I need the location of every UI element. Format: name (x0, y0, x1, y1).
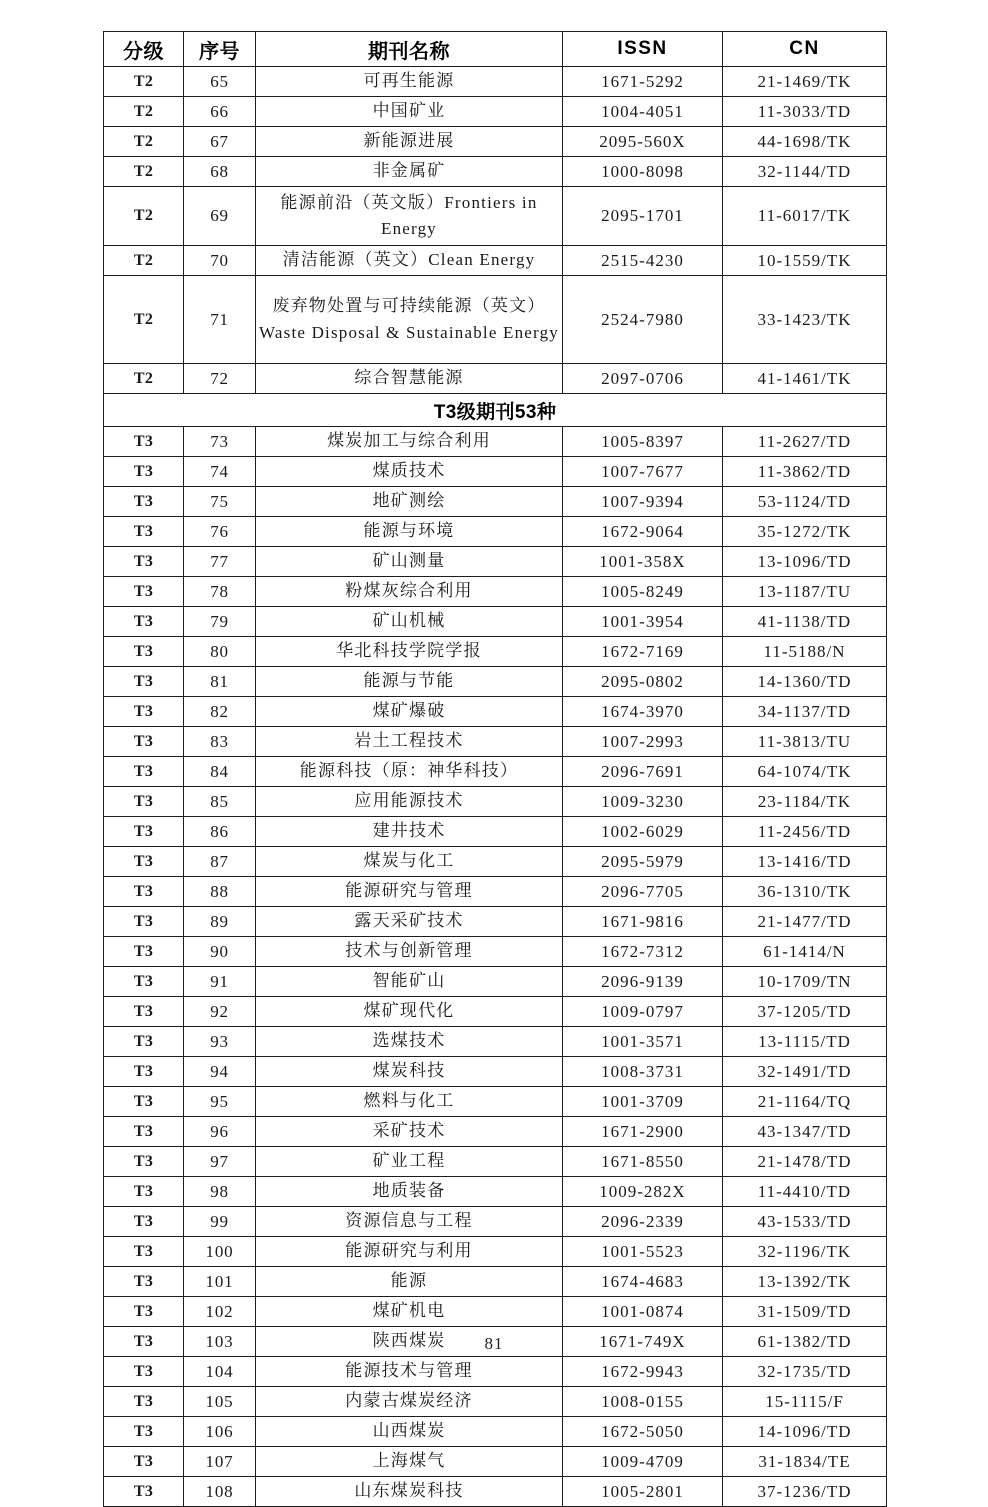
cell-sequence: 74 (184, 457, 256, 487)
cell-journal-name: 煤质技术 (256, 457, 563, 487)
cell-journal-name: 能源与环境 (256, 517, 563, 547)
cell-sequence: 82 (184, 697, 256, 727)
cell-grade: T3 (104, 457, 184, 487)
cell-cn: 23-1184/TK (723, 787, 887, 817)
table-row (104, 487, 887, 517)
cell-cn: 14-1360/TD (723, 667, 887, 697)
table-row (104, 607, 887, 637)
table-row (104, 1237, 887, 1267)
cell-sequence: 72 (184, 364, 256, 394)
cell-journal-name: 内蒙古煤炭经济 (256, 1387, 563, 1417)
cell-journal-name: 能源研究与利用 (256, 1237, 563, 1267)
cell-journal-name: 岩土工程技术 (256, 727, 563, 757)
cell-journal-name: 矿山机械 (256, 607, 563, 637)
cell-grade: T3 (104, 637, 184, 667)
cell-cn: 31-1834/TE (723, 1447, 887, 1477)
column-header-grade: 分级 (104, 32, 184, 67)
cell-journal-name: 地矿测绘 (256, 487, 563, 517)
cell-sequence: 95 (184, 1087, 256, 1117)
cell-journal-name: 应用能源技术 (256, 787, 563, 817)
cell-grade: T3 (104, 1297, 184, 1327)
cell-cn: 13-1096/TD (723, 547, 887, 577)
cell-issn: 1671-8550 (563, 1147, 723, 1177)
cell-grade: T3 (104, 1267, 184, 1297)
cell-sequence: 80 (184, 637, 256, 667)
cell-grade: T3 (104, 1147, 184, 1177)
cell-sequence: 105 (184, 1387, 256, 1417)
cell-sequence: 77 (184, 547, 256, 577)
cell-sequence: 85 (184, 787, 256, 817)
cell-grade: T3 (104, 427, 184, 457)
cell-issn: 1007-7677 (563, 457, 723, 487)
cell-cn: 21-1469/TK (723, 67, 887, 97)
cell-sequence: 92 (184, 997, 256, 1027)
cell-journal-name: 燃料与化工 (256, 1087, 563, 1117)
cell-grade: T3 (104, 817, 184, 847)
cell-journal-name: 采矿技术 (256, 1117, 563, 1147)
column-header-name: 期刊名称 (256, 32, 563, 67)
cell-grade: T3 (104, 607, 184, 637)
cell-grade: T3 (104, 1447, 184, 1477)
cell-sequence: 107 (184, 1447, 256, 1477)
cell-journal-name: 上海煤气 (256, 1447, 563, 1477)
cell-issn: 1009-282X (563, 1177, 723, 1207)
cell-grade: T2 (104, 276, 184, 364)
cell-issn: 1002-6029 (563, 817, 723, 847)
cell-journal-name: 能源与节能 (256, 667, 563, 697)
cell-grade: T3 (104, 1057, 184, 1087)
cell-journal-name: 资源信息与工程 (256, 1207, 563, 1237)
cell-issn: 1671-9816 (563, 907, 723, 937)
table-row (104, 97, 887, 127)
cell-sequence: 65 (184, 67, 256, 97)
cell-issn: 2097-0706 (563, 364, 723, 394)
cell-issn: 1674-4683 (563, 1267, 723, 1297)
cell-cn: 31-1509/TD (723, 1297, 887, 1327)
cell-cn: 35-1272/TK (723, 517, 887, 547)
column-header-cn: CN (723, 32, 887, 67)
page-number: 81 (484, 1334, 504, 1353)
table-row (104, 1207, 887, 1237)
cell-journal-name: 非金属矿 (256, 157, 563, 187)
table-row (104, 1147, 887, 1177)
cell-issn: 1005-8249 (563, 577, 723, 607)
cell-grade: T2 (104, 187, 184, 246)
cell-issn: 2096-9139 (563, 967, 723, 997)
cell-grade: T3 (104, 667, 184, 697)
table-row (104, 1387, 887, 1417)
cell-sequence: 86 (184, 817, 256, 847)
cell-journal-name: 煤炭加工与综合利用 (256, 427, 563, 457)
table-row (104, 937, 887, 967)
cell-issn: 1672-9064 (563, 517, 723, 547)
cell-grade: T3 (104, 697, 184, 727)
cell-cn: 11-2627/TD (723, 427, 887, 457)
cell-sequence: 79 (184, 607, 256, 637)
cell-journal-name: 矿山测量 (256, 547, 563, 577)
cell-journal-name: 中国矿业 (256, 97, 563, 127)
table-row (104, 547, 887, 577)
cell-grade: T3 (104, 997, 184, 1027)
cell-grade: T3 (104, 577, 184, 607)
cell-issn: 2096-7691 (563, 757, 723, 787)
table-row (104, 847, 887, 877)
cell-sequence: 81 (184, 667, 256, 697)
table-row (104, 997, 887, 1027)
cell-journal-name: 露天采矿技术 (256, 907, 563, 937)
cell-sequence: 66 (184, 97, 256, 127)
cell-grade: T3 (104, 517, 184, 547)
cell-issn: 1672-7312 (563, 937, 723, 967)
cell-cn: 44-1698/TK (723, 127, 887, 157)
cell-issn: 1001-358X (563, 547, 723, 577)
cell-sequence: 71 (184, 276, 256, 364)
cell-issn: 2515-4230 (563, 246, 723, 276)
cell-grade: T3 (104, 1027, 184, 1057)
cell-journal-name: 建井技术 (256, 817, 563, 847)
table-row (104, 1297, 887, 1327)
cell-sequence: 99 (184, 1207, 256, 1237)
cell-issn: 1671-5292 (563, 67, 723, 97)
table-row (104, 1447, 887, 1477)
cell-journal-name: 能源技术与管理 (256, 1357, 563, 1387)
cell-issn: 2095-560X (563, 127, 723, 157)
cell-issn: 2095-1701 (563, 187, 723, 246)
cell-grade: T3 (104, 1327, 184, 1357)
cell-sequence: 93 (184, 1027, 256, 1057)
cell-cn: 37-1236/TD (723, 1477, 887, 1507)
table-row (104, 246, 887, 276)
cell-cn: 64-1074/TK (723, 757, 887, 787)
cell-issn: 1009-0797 (563, 997, 723, 1027)
cell-journal-name: 废弃物处置与可持续能源（英文）Waste Disposal & Sustainable Energy (256, 276, 563, 364)
cell-grade: T2 (104, 157, 184, 187)
cell-sequence: 73 (184, 427, 256, 457)
cell-journal-name: 煤矿机电 (256, 1297, 563, 1327)
cell-issn: 1009-4709 (563, 1447, 723, 1477)
cell-cn: 53-1124/TD (723, 487, 887, 517)
cell-journal-name: 新能源进展 (256, 127, 563, 157)
table-row (104, 187, 887, 246)
cell-issn: 1005-8397 (563, 427, 723, 457)
cell-cn: 37-1205/TD (723, 997, 887, 1027)
table-row (104, 517, 887, 547)
table-row (104, 637, 887, 667)
cell-issn: 1672-9943 (563, 1357, 723, 1387)
cell-sequence: 100 (184, 1237, 256, 1267)
cell-cn: 61-1414/N (723, 937, 887, 967)
cell-sequence: 104 (184, 1357, 256, 1387)
cell-sequence: 102 (184, 1297, 256, 1327)
cell-cn: 15-1115/F (723, 1387, 887, 1417)
cell-issn: 1001-3954 (563, 607, 723, 637)
table-row (104, 877, 887, 907)
table-row (104, 127, 887, 157)
cell-journal-name: 可再生能源 (256, 67, 563, 97)
cell-cn: 13-1392/TK (723, 1267, 887, 1297)
cell-cn: 36-1310/TK (723, 877, 887, 907)
cell-cn: 34-1137/TD (723, 697, 887, 727)
cell-grade: T3 (104, 1117, 184, 1147)
cell-journal-name: 煤炭科技 (256, 1057, 563, 1087)
cell-journal-name: 煤矿现代化 (256, 997, 563, 1027)
cell-issn: 1001-0874 (563, 1297, 723, 1327)
cell-cn: 33-1423/TK (723, 276, 887, 364)
cell-grade: T3 (104, 757, 184, 787)
cell-grade: T3 (104, 547, 184, 577)
cell-cn: 10-1559/TK (723, 246, 887, 276)
cell-issn: 1672-5050 (563, 1417, 723, 1447)
cell-cn: 32-1491/TD (723, 1057, 887, 1087)
cell-issn: 1000-8098 (563, 157, 723, 187)
column-header-issn: ISSN (563, 32, 723, 67)
cell-journal-name: 矿业工程 (256, 1147, 563, 1177)
cell-cn: 32-1196/TK (723, 1237, 887, 1267)
table-row (104, 276, 887, 364)
cell-grade: T3 (104, 1177, 184, 1207)
cell-sequence: 75 (184, 487, 256, 517)
journal-table (103, 31, 887, 1507)
cell-issn: 1004-4051 (563, 97, 723, 127)
table-row (104, 967, 887, 997)
cell-sequence: 89 (184, 907, 256, 937)
table-row (104, 787, 887, 817)
cell-cn: 41-1461/TK (723, 364, 887, 394)
cell-cn: 11-3813/TU (723, 727, 887, 757)
cell-sequence: 90 (184, 937, 256, 967)
cell-cn: 10-1709/TN (723, 967, 887, 997)
table-row (104, 1027, 887, 1057)
table-row (104, 817, 887, 847)
cell-cn: 61-1382/TD (723, 1327, 887, 1357)
cell-sequence: 106 (184, 1417, 256, 1447)
cell-cn: 21-1164/TQ (723, 1087, 887, 1117)
table-row (104, 1477, 887, 1507)
cell-issn: 2095-5979 (563, 847, 723, 877)
cell-journal-name: 选煤技术 (256, 1027, 563, 1057)
cell-grade: T2 (104, 127, 184, 157)
cell-grade: T3 (104, 787, 184, 817)
section-title: T3级期刊53种 (104, 394, 887, 427)
cell-journal-name: 技术与创新管理 (256, 937, 563, 967)
cell-journal-name: 综合智慧能源 (256, 364, 563, 394)
cell-grade: T3 (104, 907, 184, 937)
cell-cn: 21-1478/TD (723, 1147, 887, 1177)
cell-issn: 1672-7169 (563, 637, 723, 667)
cell-issn: 1674-3970 (563, 697, 723, 727)
cell-journal-name: 智能矿山 (256, 967, 563, 997)
cell-issn: 2096-7705 (563, 877, 723, 907)
cell-journal-name: 能源科技（原：神华科技） (256, 757, 563, 787)
cell-grade: T3 (104, 487, 184, 517)
cell-issn: 1007-2993 (563, 727, 723, 757)
cell-cn: 13-1187/TU (723, 577, 887, 607)
cell-cn: 11-3033/TD (723, 97, 887, 127)
cell-grade: T2 (104, 67, 184, 97)
table-row (104, 457, 887, 487)
cell-journal-name: 煤矿爆破 (256, 697, 563, 727)
table-row (104, 667, 887, 697)
cell-sequence: 78 (184, 577, 256, 607)
table-row (104, 1087, 887, 1117)
cell-journal-name: 地质装备 (256, 1177, 563, 1207)
cell-sequence: 96 (184, 1117, 256, 1147)
table-row (104, 67, 887, 97)
cell-cn: 11-3862/TD (723, 457, 887, 487)
cell-cn: 11-5188/N (723, 637, 887, 667)
cell-issn: 1007-9394 (563, 487, 723, 517)
table-row (104, 577, 887, 607)
cell-cn: 43-1533/TD (723, 1207, 887, 1237)
table-body (104, 67, 887, 1507)
cell-sequence: 97 (184, 1147, 256, 1177)
cell-issn: 1001-3709 (563, 1087, 723, 1117)
cell-cn: 32-1735/TD (723, 1357, 887, 1387)
cell-grade: T3 (104, 877, 184, 907)
table-section-row (104, 394, 887, 427)
table-row (104, 1057, 887, 1087)
cell-grade: T3 (104, 937, 184, 967)
cell-cn: 11-6017/TK (723, 187, 887, 246)
cell-journal-name: 能源研究与管理 (256, 877, 563, 907)
cell-journal-name: 山西煤炭 (256, 1417, 563, 1447)
cell-journal-name: 清洁能源（英文）Clean Energy (256, 246, 563, 276)
cell-sequence: 88 (184, 877, 256, 907)
cell-grade: T2 (104, 97, 184, 127)
table-row (104, 1177, 887, 1207)
table-row (104, 1357, 887, 1387)
cell-issn: 1001-5523 (563, 1237, 723, 1267)
cell-issn: 1005-2801 (563, 1477, 723, 1507)
journal-table-container (103, 31, 886, 1507)
cell-issn: 1671-749X (563, 1327, 723, 1357)
cell-issn: 1008-0155 (563, 1387, 723, 1417)
cell-grade: T3 (104, 1477, 184, 1507)
table-row (104, 907, 887, 937)
table-row (104, 364, 887, 394)
cell-issn: 2095-0802 (563, 667, 723, 697)
table-header-row (104, 32, 887, 67)
cell-cn: 11-2456/TD (723, 817, 887, 847)
cell-cn: 32-1144/TD (723, 157, 887, 187)
cell-cn: 13-1416/TD (723, 847, 887, 877)
table-row (104, 727, 887, 757)
cell-issn: 1671-2900 (563, 1117, 723, 1147)
cell-cn: 11-4410/TD (723, 1177, 887, 1207)
cell-grade: T3 (104, 1357, 184, 1387)
cell-cn: 13-1115/TD (723, 1027, 887, 1057)
cell-grade: T3 (104, 847, 184, 877)
cell-issn: 1001-3571 (563, 1027, 723, 1057)
cell-sequence: 87 (184, 847, 256, 877)
cell-grade: T3 (104, 1237, 184, 1267)
cell-sequence: 69 (184, 187, 256, 246)
cell-grade: T3 (104, 1417, 184, 1447)
cell-grade: T2 (104, 364, 184, 394)
cell-cn: 14-1096/TD (723, 1417, 887, 1447)
cell-grade: T3 (104, 967, 184, 997)
cell-sequence: 108 (184, 1477, 256, 1507)
cell-cn: 41-1138/TD (723, 607, 887, 637)
cell-journal-name: 山东煤炭科技 (256, 1477, 563, 1507)
column-header-seq: 序号 (184, 32, 256, 67)
table-row (104, 757, 887, 787)
cell-journal-name: 能源前沿（英文版）Frontiers in Energy (256, 187, 563, 246)
cell-grade: T3 (104, 1207, 184, 1237)
cell-sequence: 98 (184, 1177, 256, 1207)
cell-sequence: 91 (184, 967, 256, 997)
cell-journal-name: 陕西煤炭 (256, 1327, 563, 1357)
cell-sequence: 68 (184, 157, 256, 187)
cell-grade: T2 (104, 246, 184, 276)
table-row (104, 1117, 887, 1147)
cell-sequence: 67 (184, 127, 256, 157)
table-row (104, 1267, 887, 1297)
cell-grade: T3 (104, 727, 184, 757)
cell-issn: 1008-3731 (563, 1057, 723, 1087)
cell-sequence: 103 (184, 1327, 256, 1357)
cell-journal-name: 华北科技学院学报 (256, 637, 563, 667)
table-header (104, 32, 887, 67)
cell-issn: 1009-3230 (563, 787, 723, 817)
cell-journal-name: 煤炭与化工 (256, 847, 563, 877)
cell-sequence: 70 (184, 246, 256, 276)
cell-sequence: 83 (184, 727, 256, 757)
table-row (104, 427, 887, 457)
cell-issn: 2096-2339 (563, 1207, 723, 1237)
cell-journal-name: 能源 (256, 1267, 563, 1297)
cell-sequence: 94 (184, 1057, 256, 1087)
table-row (104, 697, 887, 727)
cell-cn: 43-1347/TD (723, 1117, 887, 1147)
cell-grade: T3 (104, 1087, 184, 1117)
cell-sequence: 76 (184, 517, 256, 547)
cell-grade: T3 (104, 1387, 184, 1417)
cell-cn: 21-1477/TD (723, 907, 887, 937)
table-row (104, 157, 887, 187)
cell-issn: 2524-7980 (563, 276, 723, 364)
cell-journal-name: 粉煤灰综合利用 (256, 577, 563, 607)
cell-sequence: 101 (184, 1267, 256, 1297)
cell-sequence: 84 (184, 757, 256, 787)
table-row (104, 1417, 887, 1447)
